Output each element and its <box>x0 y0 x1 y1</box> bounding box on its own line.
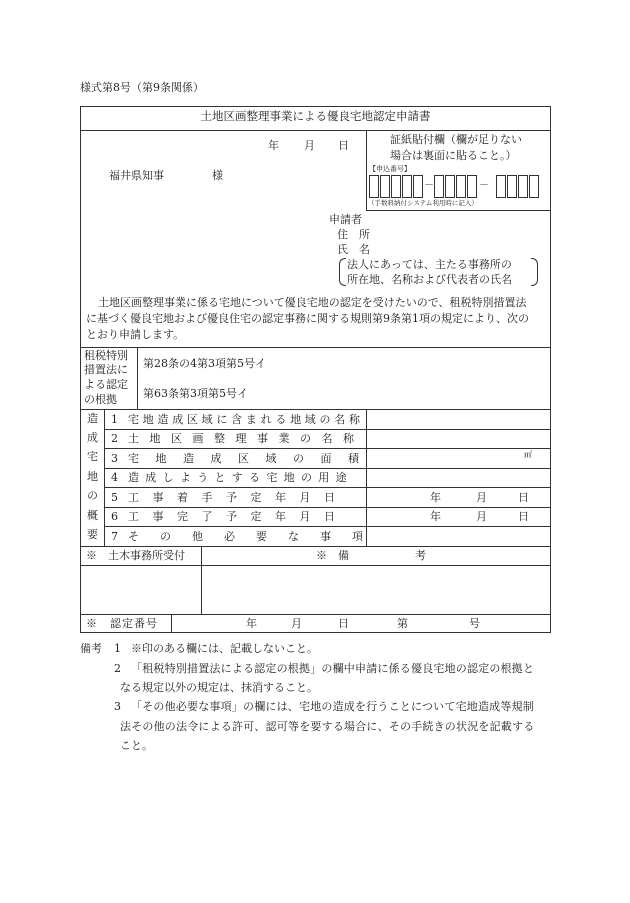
start-day-label: 日 <box>518 491 529 504</box>
basis-option[interactable]: 第63条第3項第5号イ <box>143 387 248 400</box>
application-number-box[interactable] <box>369 175 379 198</box>
divider <box>80 409 551 410</box>
cert-year-label: 年 <box>246 617 257 630</box>
honorific-label: 様 <box>212 169 223 182</box>
application-number-box[interactable] <box>467 175 477 198</box>
application-number-box[interactable] <box>434 175 444 198</box>
divider <box>137 347 138 409</box>
divider <box>171 614 172 633</box>
governor-label: 福井県知事 <box>109 169 164 182</box>
cert-day-label: 日 <box>338 617 349 630</box>
date-month-label: 月 <box>304 139 315 152</box>
completion-month-label: 月 <box>476 510 487 523</box>
form-title: 土地区画整理事業による優良宅地認定申請書 <box>200 109 431 123</box>
row-label: 造成しようとする宅地の用途 <box>128 471 353 484</box>
certification-number-label: ※ 認定番号 <box>86 617 158 630</box>
basis-label: 租税特別 <box>84 349 128 362</box>
row-divider <box>104 448 551 449</box>
application-statement: とおり申請します。 <box>86 328 185 341</box>
row-number: 4 <box>111 471 118 484</box>
corporation-note: 法人にあっては、主たる事務所の <box>347 258 512 271</box>
row-divider <box>104 487 551 488</box>
row-number: 3 <box>111 452 118 465</box>
start-year-label: 年 <box>430 491 441 504</box>
note-number: 3 <box>114 700 121 713</box>
note-text: 法その他の法令による許可、認可等を要する場合に、その手続きの状況を記載する <box>120 720 535 733</box>
date-day-label: 日 <box>338 139 349 152</box>
divider <box>201 546 202 614</box>
name-label: 氏 名 <box>337 243 370 256</box>
row-label: 工事着手予定年月日 <box>128 491 349 504</box>
row-divider <box>104 429 551 430</box>
completion-year-label: 年 <box>430 510 441 523</box>
application-number-box[interactable] <box>456 175 466 198</box>
row-label: 工事完了予定年月日 <box>128 510 349 523</box>
note-text: ※印のある欄には、記載しないこと。 <box>131 642 318 655</box>
application-number-box[interactable] <box>507 175 517 198</box>
note-text: なる規定以外の規定は、抹消すること。 <box>120 681 318 694</box>
application-statement: に基づく優良宅地および優良住宅の認定事務に関する規則第9条第1項の規定により、次の <box>86 312 529 325</box>
divider <box>80 130 551 131</box>
cert-month-label: 月 <box>291 617 302 630</box>
note-number: 2 <box>114 662 121 675</box>
divider <box>80 565 551 566</box>
applicant-label: 申請者 <box>329 213 362 226</box>
date-year-label: 年 <box>268 139 279 152</box>
overview-side-label: 地 <box>87 470 98 483</box>
overview-side-label: 概 <box>87 509 98 522</box>
row-label: その他必要な事項 <box>128 530 384 543</box>
overview-side-label: 宅 <box>87 450 98 463</box>
note-text: 「租税特別措置法による認定の根拠」の欄中申請に係る優良宅地の認定の根拠と <box>131 662 535 675</box>
note-number: 1 <box>114 642 121 655</box>
application-statement: 土地区画整理事業に係る宅地について優良宅地の認定を受けたいので、租税特別措置法 <box>98 296 527 309</box>
basis-label: 措置法に <box>84 363 128 376</box>
completion-day-label: 日 <box>518 510 529 523</box>
row-label: 宅地造成区域の面積 <box>128 452 376 465</box>
office-reception-label: ※ 土木事務所受付 <box>86 549 185 562</box>
form-label: 様式第8号（第9条関係） <box>80 81 204 94</box>
row-number: 7 <box>111 530 118 543</box>
application-number-box[interactable] <box>496 175 506 198</box>
divider <box>80 347 551 348</box>
remarks-label: ※ 備 考 <box>316 549 426 562</box>
overview-side-label: 要 <box>87 528 98 541</box>
row-divider <box>104 526 551 527</box>
corporation-note: 所在地、名称および代表者の氏名 <box>347 273 512 286</box>
application-number-box[interactable] <box>518 175 528 198</box>
start-month-label: 月 <box>476 491 487 504</box>
cert-dai-label: 第 <box>397 617 408 630</box>
stamp-divider <box>366 130 367 210</box>
row-number: 5 <box>111 491 118 504</box>
stamp-divider <box>366 210 551 211</box>
divider <box>80 546 551 547</box>
divider <box>80 614 551 615</box>
row-divider <box>104 468 551 469</box>
application-number-box[interactable] <box>402 175 412 198</box>
row-label: 土地区画整理事業の名称 <box>128 432 365 445</box>
application-number-box[interactable] <box>391 175 401 198</box>
basis-label: の根拠 <box>84 393 117 406</box>
row-label: 宅地造成区域に含まれる地域の名称 <box>128 413 360 426</box>
overview-side-label: 成 <box>87 431 98 444</box>
row-number: 1 <box>111 413 118 426</box>
cert-go-label: 号 <box>469 617 480 630</box>
application-number-box[interactable] <box>445 175 455 198</box>
application-number-box[interactable] <box>413 175 423 198</box>
overview-side-label: の <box>87 489 98 502</box>
dash: － <box>479 180 489 191</box>
basis-option[interactable]: 第28条の4第3項第5号イ <box>143 357 266 370</box>
stamp-instruction: 場合は裏面に貼ること。） <box>390 149 517 162</box>
bracket-right <box>531 258 538 286</box>
dash: － <box>424 180 434 191</box>
application-number-label: 【申込番号】 <box>369 165 411 173</box>
row-divider <box>104 507 551 508</box>
row-number: 2 <box>111 432 118 445</box>
notes-heading: 備考 <box>80 642 102 655</box>
area-unit: ㎡ <box>524 450 532 459</box>
application-number-note: （手数料納付システム利用時に記入） <box>368 199 478 207</box>
overview-side-label: 造 <box>87 412 98 425</box>
bracket-left <box>339 258 346 286</box>
note-text: こと。 <box>120 739 153 752</box>
address-label: 住 所 <box>337 228 370 241</box>
application-number-box[interactable] <box>380 175 390 198</box>
application-number-box[interactable] <box>529 175 539 198</box>
row-number: 6 <box>111 510 118 523</box>
note-text: 「その他必要な事項」の欄には、宅地の造成を行うことについて宅地造成等規制 <box>131 700 534 713</box>
basis-label: よる認定 <box>84 378 128 391</box>
stamp-instruction: 証紙貼付欄（欄が足りない <box>390 133 522 146</box>
